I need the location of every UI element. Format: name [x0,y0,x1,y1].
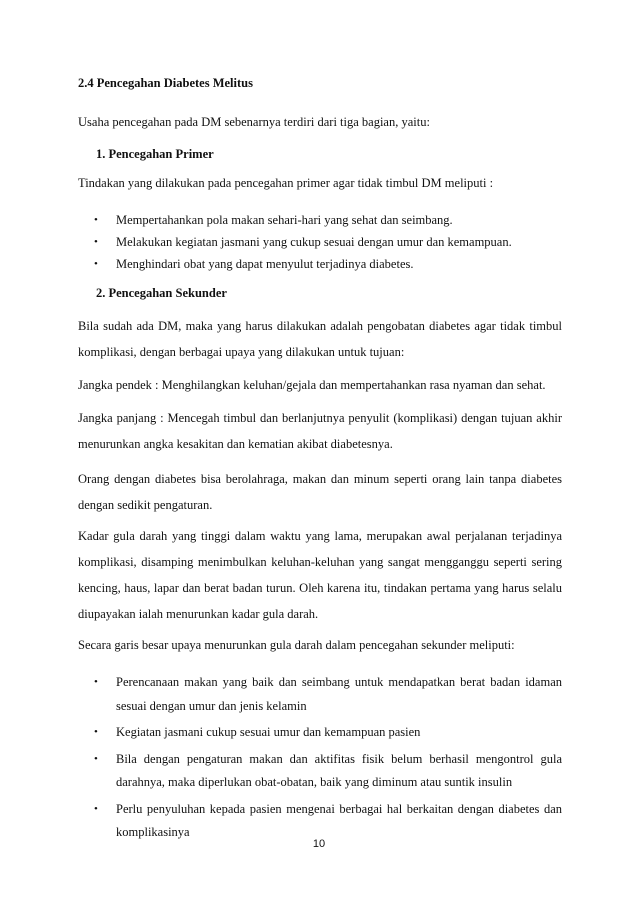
bullet-icon: • [94,752,98,765]
sekunder-bullet-list [78,671,562,845]
bullet-icon: • [94,214,98,226]
list-item: • Melakukan kegiatan jasmani yang cukup sesuai dengan umur dan kemampuan. [78,232,562,252]
sekunder-paragraph-4: Orang dengan diabetes bisa berolahraga, makan dan minum seperti orang lain tanpa diabetes dengan sedikit pengaturan. [78,472,562,512]
list-item: • Perlu penyuluhan kepada pasien mengenai berbagai hal berkaitan dengan diabetes dan komplikasinya [78,798,562,845]
primer-subheading: 1. Pencegahan Primer [96,147,214,161]
bullet-icon: • [94,676,98,688]
intro-paragraph: Usaha pencegahan pada DM sebenarnya terdiri dari tiga bagian, yaitu: [78,115,430,129]
primer-bullet-list [78,210,562,274]
sekunder-paragraph-6: Secara garis besar upaya menurunkan gula darah dalam pencegahan sekunder meliputi: [78,638,515,652]
primer-paragraph: Tindakan yang dilakukan pada pencegahan primer agar tidak timbul DM meliputi : [78,176,494,190]
section-heading: 2.4 Pencegahan Diabetes Melitus [78,76,253,90]
sekunder-paragraph-2: Jangka pendek : Menghilangkan keluhan/gejala dan mempertahankan rasa nyaman dan sehat. [78,378,546,392]
page-number: 10 [312,838,326,850]
sekunder-subheading: 2. Pencegahan Sekunder [96,286,227,300]
sekunder-paragraph-3: Jangka panjang : Mencegah timbul dan berlanjutnya penyulit (komplikasi) dengan tujuan akhir menurunkan angka kesakitan dan kematian akibat diabetesnya. [78,411,562,451]
list-item: • Mempertahankan pola makan sehari-hari yang sehat dan seimbang. [78,210,562,230]
bullet-icon: • [94,236,98,248]
list-item: • Kegiatan jasmani cukup sesuai umur dan kemampuan pasien [78,721,562,745]
sekunder-paragraph-5: Kadar gula darah yang tinggi dalam waktu yang lama, merupakan awal perjalanan terjadinya komplikasi, disamping menimbulkan keluhan-keluhan yang sangat mengganggu seperti sering kencing, haus, lapar dan berat badan turun. Oleh karena itu, tindakan pertama yang harus selalu diupayakan ialah menurunkan kadar gula darah. [78,529,562,621]
list-item: • Menghindari obat yang dapat menyulut terjadinya diabetes. [78,254,562,274]
bullet-icon: • [94,726,98,738]
list-item: • Perencanaan makan yang baik dan seimbang untuk mendapatkan berat badan idaman sesuai dengan umur dan jenis kelamin [78,671,562,718]
list-item: • Bila dengan pengaturan makan dan aktifitas fisik belum berhasil mengontrol gula darahnya, maka diperlukan obat-obatan, baik yang diminum atau suntik insulin [78,748,562,795]
sekunder-paragraph-1: Bila sudah ada DM, maka yang harus dilakukan adalah pengobatan diabetes agar tidak timbul komplikasi, dengan berbagai upaya yang dilakukan untuk tujuan: [78,319,562,359]
bullet-icon: • [94,802,98,815]
bullet-icon: • [94,258,98,270]
